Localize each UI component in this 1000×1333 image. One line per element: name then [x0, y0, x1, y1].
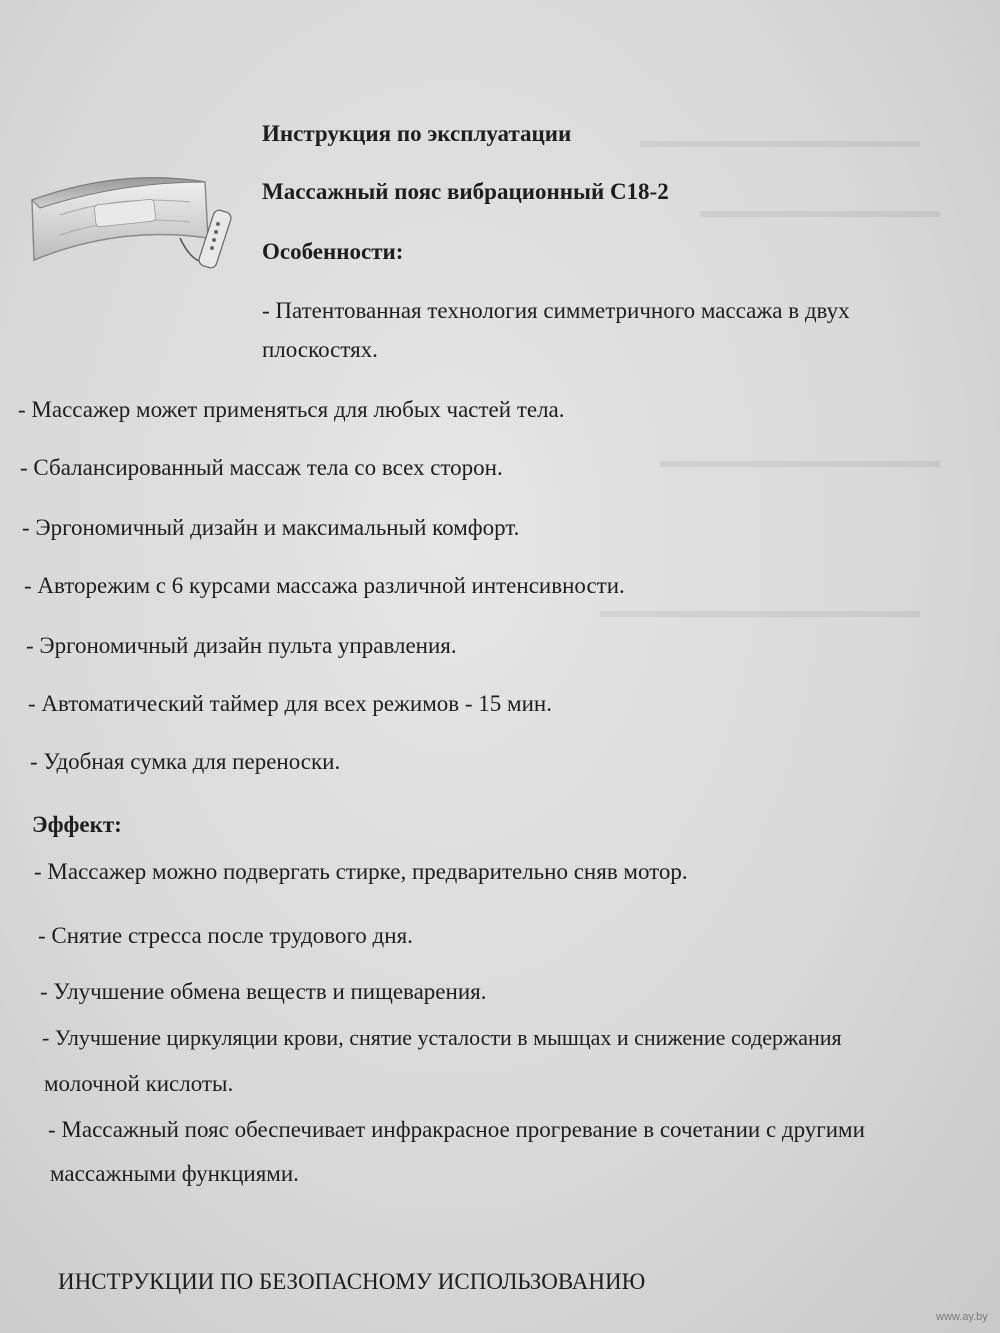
safety-heading: ИНСТРУКЦИИ ПО БЕЗОПАСНОМУ ИСПОЛЬЗОВАНИЮ: [58, 1269, 646, 1294]
bleed-through-text: ▬▬▬▬▬▬▬▬▬▬▬▬▬▬: [640, 130, 920, 152]
feature-item-continued: плоскостях.: [262, 337, 378, 362]
effect-item: - Массажный пояс обеспечивает инфракрасное прогревание в сочетании с другими: [48, 1117, 865, 1142]
bleed-through-text: ▬▬▬▬▬▬▬▬▬▬▬▬▬▬▬▬: [600, 600, 920, 622]
feature-item: - Сбалансированный массаж тела со всех сторон.: [20, 455, 503, 480]
bleed-through-text: ▬▬▬▬▬▬▬▬▬▬▬▬▬▬: [660, 450, 940, 472]
feature-item: - Массажер может применяться для любых частей тела.: [18, 397, 565, 422]
effect-item: - Улучшение обмена веществ и пищеварения.: [40, 979, 487, 1004]
watermark: www.ay.by: [936, 1311, 988, 1323]
massage-belt-icon: [20, 160, 255, 285]
effect-item: - Снятие стресса после трудового дня.: [38, 923, 413, 948]
effect-item-continued: массажными функциями.: [50, 1161, 299, 1186]
feature-item: - Эргономичный дизайн и максимальный комфорт.: [22, 515, 520, 540]
document-title: Инструкция по эксплуатации: [262, 121, 572, 146]
product-name: Массажный пояс вибрационный С18-2: [262, 179, 669, 204]
feature-item: - Патентованная технология симметричного массажа в двух: [262, 298, 850, 323]
features-heading: Особенности:: [262, 239, 404, 264]
bleed-through-text: ▬▬▬▬▬▬▬▬▬▬▬▬: [700, 200, 940, 222]
effect-item: - Массажер можно подвергать стирке, предварительно сняв мотор.: [34, 859, 688, 884]
feature-item: - Автоматический таймер для всех режимов - 15 мин.: [28, 691, 552, 716]
effect-item-continued: молочной кислоты.: [44, 1071, 234, 1096]
effect-item: - Улучшение циркуляции крови, снятие усталости в мышцах и снижение содержания: [42, 1025, 842, 1050]
feature-item: - Эргономичный дизайн пульта управления.: [26, 633, 457, 658]
effect-heading: Эффект:: [32, 812, 122, 837]
feature-item: - Удобная сумка для переноски.: [30, 749, 341, 774]
feature-item: - Авторежим с 6 курсами массажа различной интенсивности.: [24, 573, 625, 598]
